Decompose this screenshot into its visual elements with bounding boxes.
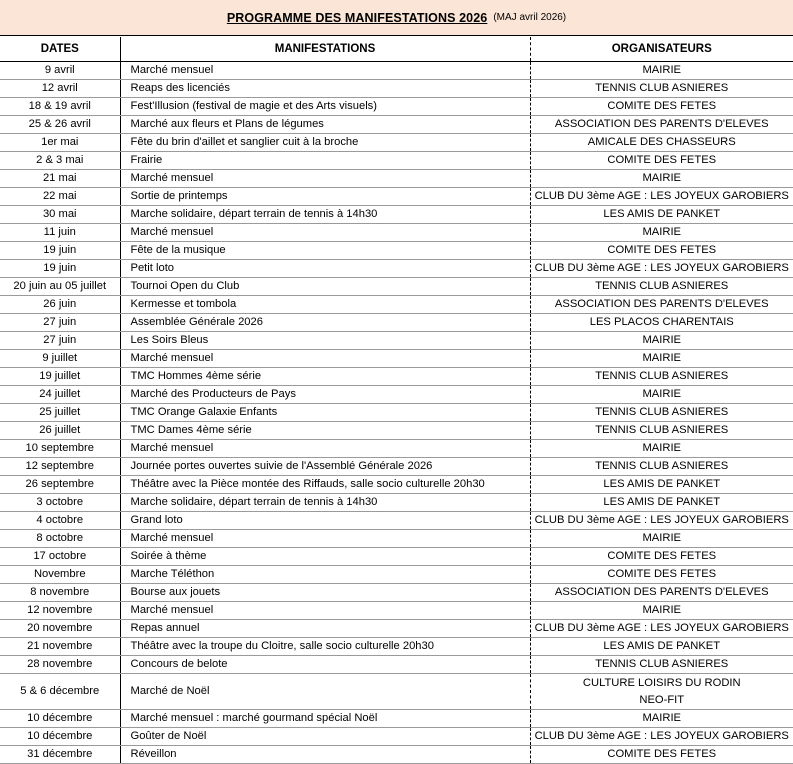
organizer-name: MAIRIE <box>531 62 793 79</box>
cell-date: 5 & 6 décembre <box>0 674 120 710</box>
table-row <box>0 710 793 728</box>
organizer-name: COMITE DES FETES <box>531 746 793 763</box>
cell-organizer <box>530 530 793 548</box>
cell-event: Marché mensuel <box>120 530 530 548</box>
cell-date: 19 juin <box>0 260 120 278</box>
cell-date: 1er mai <box>0 134 120 152</box>
cell-date: 26 septembre <box>0 476 120 494</box>
cell-organizer <box>530 656 793 674</box>
table-row <box>0 494 793 512</box>
cell-date: 9 juillet <box>0 350 120 368</box>
cell-organizer <box>530 494 793 512</box>
table-row <box>0 314 793 332</box>
cell-date: 26 juin <box>0 296 120 314</box>
table-row <box>0 674 793 710</box>
cell-date: 27 juin <box>0 314 120 332</box>
cell-organizer <box>530 332 793 350</box>
cell-event: Fête de la musique <box>120 242 530 260</box>
organizer-name: MAIRIE <box>531 440 793 457</box>
cell-organizer <box>530 746 793 764</box>
table-row <box>0 656 793 674</box>
cell-organizer <box>530 476 793 494</box>
cell-event: TMC Hommes 4ème série <box>120 368 530 386</box>
organizer-name: CLUB DU 3ème AGE : LES JOYEUX GAROBIERS <box>531 260 793 277</box>
cell-organizer <box>530 620 793 638</box>
organizer-name: MAIRIE <box>531 602 793 619</box>
table-header-row <box>0 37 793 62</box>
cell-event: Marché mensuel <box>120 224 530 242</box>
table-row <box>0 152 793 170</box>
organizer-name: MAIRIE <box>531 224 793 241</box>
organizer-name: COMITE DES FETES <box>531 242 793 259</box>
cell-organizer <box>530 458 793 476</box>
cell-date: 21 mai <box>0 170 120 188</box>
table-row <box>0 224 793 242</box>
cell-date: 19 juillet <box>0 368 120 386</box>
cell-event: Marché de Noël <box>120 674 530 710</box>
organizer-name: TENNIS CLUB ASNIERES <box>531 80 793 97</box>
cell-event: Réveillon <box>120 746 530 764</box>
cell-date: 28 novembre <box>0 656 120 674</box>
cell-organizer <box>530 404 793 422</box>
cell-date: 9 avril <box>0 62 120 80</box>
cell-date: 12 avril <box>0 80 120 98</box>
cell-event: Marché mensuel <box>120 350 530 368</box>
cell-organizer <box>530 314 793 332</box>
cell-event: Marché mensuel <box>120 170 530 188</box>
table-row <box>0 584 793 602</box>
cell-organizer <box>530 602 793 620</box>
cell-date: 19 juin <box>0 242 120 260</box>
table-row <box>0 566 793 584</box>
cell-event: Marche solidaire, départ terrain de tennis à 14h30 <box>120 206 530 224</box>
organizer-name: CULTURE LOISIRS DU RODIN <box>531 675 793 692</box>
table-row <box>0 278 793 296</box>
cell-organizer <box>530 134 793 152</box>
cell-event: Concours de belote <box>120 656 530 674</box>
table-row <box>0 548 793 566</box>
cell-event: Reaps des licenciés <box>120 80 530 98</box>
organizer-name: TENNIS CLUB ASNIERES <box>531 656 793 673</box>
table-row <box>0 206 793 224</box>
cell-organizer <box>530 170 793 188</box>
cell-organizer <box>530 566 793 584</box>
table-row <box>0 476 793 494</box>
table-row <box>0 386 793 404</box>
column-header-organizers: ORGANISATEURS <box>530 37 793 62</box>
cell-event: Théâtre avec la Pièce montée des Riffauds, salle socio culturelle 20h30 <box>120 476 530 494</box>
events-table <box>0 37 793 764</box>
cell-organizer <box>530 260 793 278</box>
table-row <box>0 530 793 548</box>
cell-date: 17 octobre <box>0 548 120 566</box>
cell-organizer <box>530 224 793 242</box>
cell-event: Goûter de Noël <box>120 728 530 746</box>
table-row <box>0 296 793 314</box>
cell-event: Sortie de printemps <box>120 188 530 206</box>
cell-date: 25 & 26 avril <box>0 116 120 134</box>
title-bar <box>0 0 793 36</box>
cell-organizer <box>530 152 793 170</box>
cell-date: 10 décembre <box>0 710 120 728</box>
cell-date: 10 décembre <box>0 728 120 746</box>
table-row <box>0 746 793 764</box>
cell-organizer <box>530 710 793 728</box>
column-header-dates: DATES <box>0 37 120 62</box>
organizer-name: LES AMIS DE PANKET <box>531 494 793 511</box>
organizer-name: CLUB DU 3ème AGE : LES JOYEUX GAROBIERS <box>531 728 793 745</box>
cell-date: 8 octobre <box>0 530 120 548</box>
organizer-name: TENNIS CLUB ASNIERES <box>531 368 793 385</box>
table-row <box>0 332 793 350</box>
cell-organizer <box>530 638 793 656</box>
table-row <box>0 80 793 98</box>
organizer-name: TENNIS CLUB ASNIERES <box>531 422 793 439</box>
cell-event: Marché des Producteurs de Pays <box>120 386 530 404</box>
organizer-name: MAIRIE <box>531 530 793 547</box>
cell-organizer <box>530 368 793 386</box>
organizer-name: ASSOCIATION DES PARENTS D'ELEVES <box>531 296 793 313</box>
organizer-name: COMITE DES FETES <box>531 548 793 565</box>
cell-event: Soirée à thème <box>120 548 530 566</box>
organizer-name: ASSOCIATION DES PARENTS D'ELEVES <box>531 584 793 601</box>
cell-organizer <box>530 116 793 134</box>
cell-date: 12 novembre <box>0 602 120 620</box>
page-subtitle: (MAJ avril 2026) <box>493 12 566 23</box>
cell-event: Petit loto <box>120 260 530 278</box>
cell-date: 20 novembre <box>0 620 120 638</box>
organizer-name: NEO-FIT <box>531 692 793 709</box>
table-row <box>0 638 793 656</box>
table-row <box>0 440 793 458</box>
cell-date: 24 juillet <box>0 386 120 404</box>
cell-event: Journée portes ouvertes suivie de l'Assemblé Générale 2026 <box>120 458 530 476</box>
cell-organizer <box>530 296 793 314</box>
cell-date: 21 novembre <box>0 638 120 656</box>
cell-date: 18 & 19 avril <box>0 98 120 116</box>
cell-organizer <box>530 98 793 116</box>
cell-date: 25 juillet <box>0 404 120 422</box>
table-row <box>0 620 793 638</box>
cell-organizer <box>530 422 793 440</box>
cell-event: Les Soirs Bleus <box>120 332 530 350</box>
organizer-name: LES AMIS DE PANKET <box>531 476 793 493</box>
table-row <box>0 188 793 206</box>
cell-organizer <box>530 512 793 530</box>
cell-organizer <box>530 188 793 206</box>
cell-date: 31 décembre <box>0 746 120 764</box>
cell-date: 26 juillet <box>0 422 120 440</box>
organizer-name: TENNIS CLUB ASNIERES <box>531 458 793 475</box>
cell-date: Novembre <box>0 566 120 584</box>
organizer-name: MAIRIE <box>531 170 793 187</box>
cell-event: Fest'Illusion (festival de magie et des Arts visuels) <box>120 98 530 116</box>
cell-date: 3 octobre <box>0 494 120 512</box>
table-row <box>0 116 793 134</box>
cell-event: Marché aux fleurs et Plans de légumes <box>120 116 530 134</box>
cell-date: 12 septembre <box>0 458 120 476</box>
cell-organizer <box>530 278 793 296</box>
cell-organizer <box>530 350 793 368</box>
table-row <box>0 98 793 116</box>
cell-event: Marché mensuel <box>120 602 530 620</box>
table-body <box>0 62 793 764</box>
cell-event: TMC Orange Galaxie Enfants <box>120 404 530 422</box>
table-row <box>0 134 793 152</box>
cell-event: Assemblée Générale 2026 <box>120 314 530 332</box>
cell-event: Frairie <box>120 152 530 170</box>
cell-event: Marché mensuel : marché gourmand spécial Noël <box>120 710 530 728</box>
organizer-name: COMITE DES FETES <box>531 566 793 583</box>
table-row <box>0 170 793 188</box>
organizer-name: ASSOCIATION DES PARENTS D'ELEVES <box>531 116 793 133</box>
organizer-name: COMITE DES FETES <box>531 152 793 169</box>
organizer-name: TENNIS CLUB ASNIERES <box>531 278 793 295</box>
cell-organizer <box>530 548 793 566</box>
table-row <box>0 242 793 260</box>
organizer-name: MAIRIE <box>531 710 793 727</box>
cell-organizer <box>530 584 793 602</box>
cell-event: Repas annuel <box>120 620 530 638</box>
organizer-name: CLUB DU 3ème AGE : LES JOYEUX GAROBIERS <box>531 620 793 637</box>
organizer-name: LES AMIS DE PANKET <box>531 206 793 223</box>
cell-organizer <box>530 386 793 404</box>
table-row <box>0 728 793 746</box>
cell-event: Kermesse et tombola <box>120 296 530 314</box>
cell-organizer <box>530 62 793 80</box>
table-row <box>0 404 793 422</box>
table-row <box>0 458 793 476</box>
cell-organizer <box>530 242 793 260</box>
cell-organizer <box>530 440 793 458</box>
organizer-name: MAIRIE <box>531 350 793 367</box>
organizer-name: LES PLACOS CHARENTAIS <box>531 314 793 331</box>
table-row <box>0 350 793 368</box>
table-row <box>0 368 793 386</box>
page-title: PROGRAMME DES MANIFESTATIONS 2026 <box>227 11 488 25</box>
organizer-name: COMITE DES FETES <box>531 98 793 115</box>
cell-event: Marche solidaire, départ terrain de tennis à 14h30 <box>120 494 530 512</box>
cell-date: 20 juin au 05 juillet <box>0 278 120 296</box>
cell-date: 4 octobre <box>0 512 120 530</box>
cell-date: 11 juin <box>0 224 120 242</box>
cell-date: 30 mai <box>0 206 120 224</box>
cell-organizer <box>530 206 793 224</box>
table-row <box>0 62 793 80</box>
table-row <box>0 512 793 530</box>
cell-event: Marche Téléthon <box>120 566 530 584</box>
cell-event: Bourse aux jouets <box>120 584 530 602</box>
organizer-name: LES AMIS DE PANKET <box>531 638 793 655</box>
cell-event: Grand loto <box>120 512 530 530</box>
table-row <box>0 422 793 440</box>
organizer-name: TENNIS CLUB ASNIERES <box>531 404 793 421</box>
cell-date: 10 septembre <box>0 440 120 458</box>
cell-event: Marché mensuel <box>120 62 530 80</box>
organizer-name: AMICALE DES CHASSEURS <box>531 134 793 151</box>
cell-date: 8 novembre <box>0 584 120 602</box>
cell-event: Marché mensuel <box>120 440 530 458</box>
organizer-name: MAIRIE <box>531 386 793 403</box>
cell-event: TMC Dames 4ème série <box>120 422 530 440</box>
cell-organizer <box>530 80 793 98</box>
cell-date: 27 juin <box>0 332 120 350</box>
organizer-name: CLUB DU 3ème AGE : LES JOYEUX GAROBIERS <box>531 188 793 205</box>
organizer-name: CLUB DU 3ème AGE : LES JOYEUX GAROBIERS <box>531 512 793 529</box>
organizer-name: MAIRIE <box>531 332 793 349</box>
cell-organizer <box>530 728 793 746</box>
cell-date: 2 & 3 mai <box>0 152 120 170</box>
table-row <box>0 260 793 278</box>
cell-event: Théâtre avec la troupe du Cloitre, salle socio culturelle 20h30 <box>120 638 530 656</box>
cell-date: 22 mai <box>0 188 120 206</box>
column-header-events: MANIFESTATIONS <box>120 37 530 62</box>
cell-organizer <box>530 674 793 710</box>
cell-event: Tournoi Open du Club <box>120 278 530 296</box>
table-row <box>0 602 793 620</box>
cell-event: Fête du brin d'aillet et sanglier cuit à la broche <box>120 134 530 152</box>
